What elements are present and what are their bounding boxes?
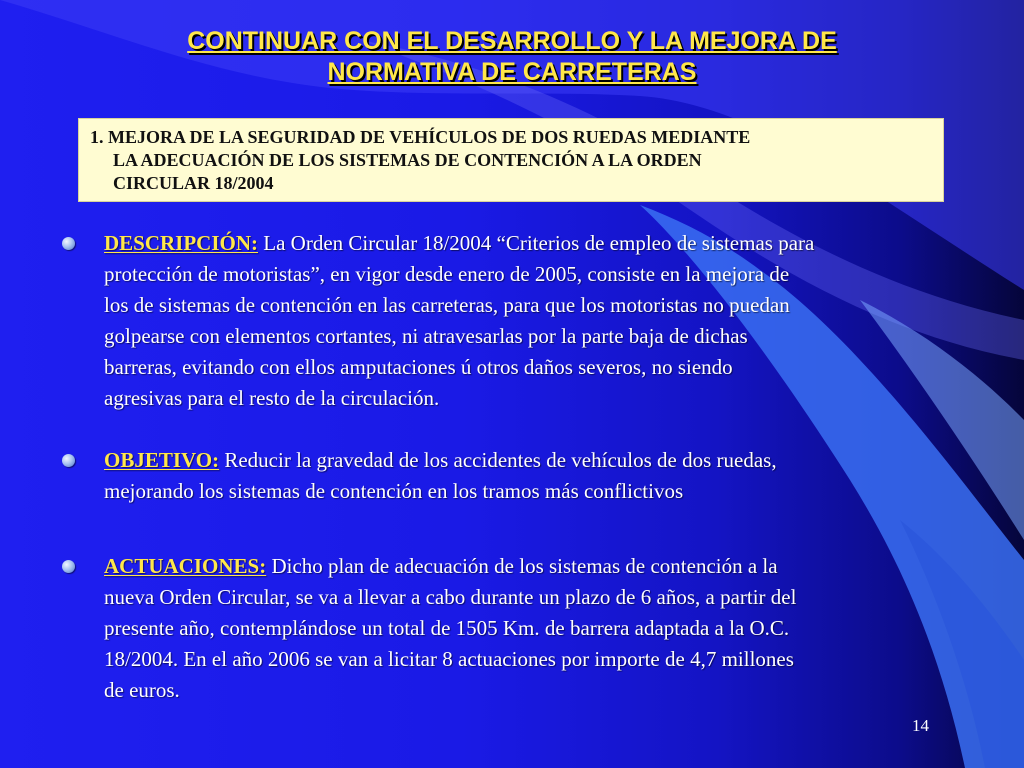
bullet-objetivo [62,445,982,507]
subtitle-box [78,118,944,202]
bullet-heading-actuaciones: ACTUACIONES: [104,554,267,578]
bullet-text-line: nueva Orden Circular, se va a llevar a cabo durante un plazo de 6 años, a partir del [104,585,797,609]
bullet-text-line: 18/2004. En el año 2006 se van a licitar 8 actuaciones por importe de 4,7 millones [104,647,794,671]
bullet-text-line: agresivas para el resto de la circulación. [104,386,440,410]
slide-title-line-1: CONTINUAR CON EL DESARROLLO Y LA MEJORA DE [187,27,837,55]
bullet-text-line: mejorando los sistemas de contención en los tramos más conflictivos [104,479,684,503]
bullet-text-line: presente año, contemplándose un total de 1505 Km. de barrera adaptada a la O.C. [104,616,790,640]
bullet-text-line: golpearse con elementos cortantes, ni atravesarlas por la parte baja de dichas [104,324,748,348]
bullet-text-line: de euros. [104,678,180,702]
bullet-heading-descripcion: DESCRIPCIÓN: [104,231,259,255]
slide-title [112,26,912,88]
bullet-text-line: los de sistemas de contención en las carreteras, para que los motoristas no puedan [104,293,790,317]
bullet-descripcion [62,228,982,414]
bullet-dot-icon [62,237,75,250]
bullet-dot-icon [62,454,75,467]
subtitle-line-2: LA ADECUACIÓN DE LOS SISTEMAS DE CONTENCIÓN A LA ORDEN [113,150,702,170]
bullet-dot-icon [62,560,75,573]
bullet-actuaciones [62,551,982,706]
page-number: 14 [912,716,929,735]
slide-title-line-2: NORMATIVA DE CARRETERAS [327,58,697,86]
bullet-text-line: protección de motoristas”, en vigor desde enero de 2005, consiste en la mejora de [104,262,790,286]
bullet-text-line: barreras, evitando con ellos amputaciones ú otros daños severos, no siendo [104,355,733,379]
subtitle-text [90,126,933,195]
bullet-text-line: Dicho plan de adecuación de los sistemas de contención a la [266,554,778,578]
bullet-text-line: Reducir la gravedad de los accidentes de vehículos de dos ruedas, [219,448,777,472]
subtitle-line-1: 1. MEJORA DE LA SEGURIDAD DE VEHÍCULOS DE DOS RUEDAS MEDIANTE [90,127,751,147]
bullet-text-line: La Orden Circular 18/2004 “Criterios de empleo de sistemas para [258,231,815,255]
bullet-list [62,228,982,706]
bullet-heading-objetivo: OBJETIVO: [104,448,220,472]
subtitle-line-3: CIRCULAR 18/2004 [113,173,274,193]
